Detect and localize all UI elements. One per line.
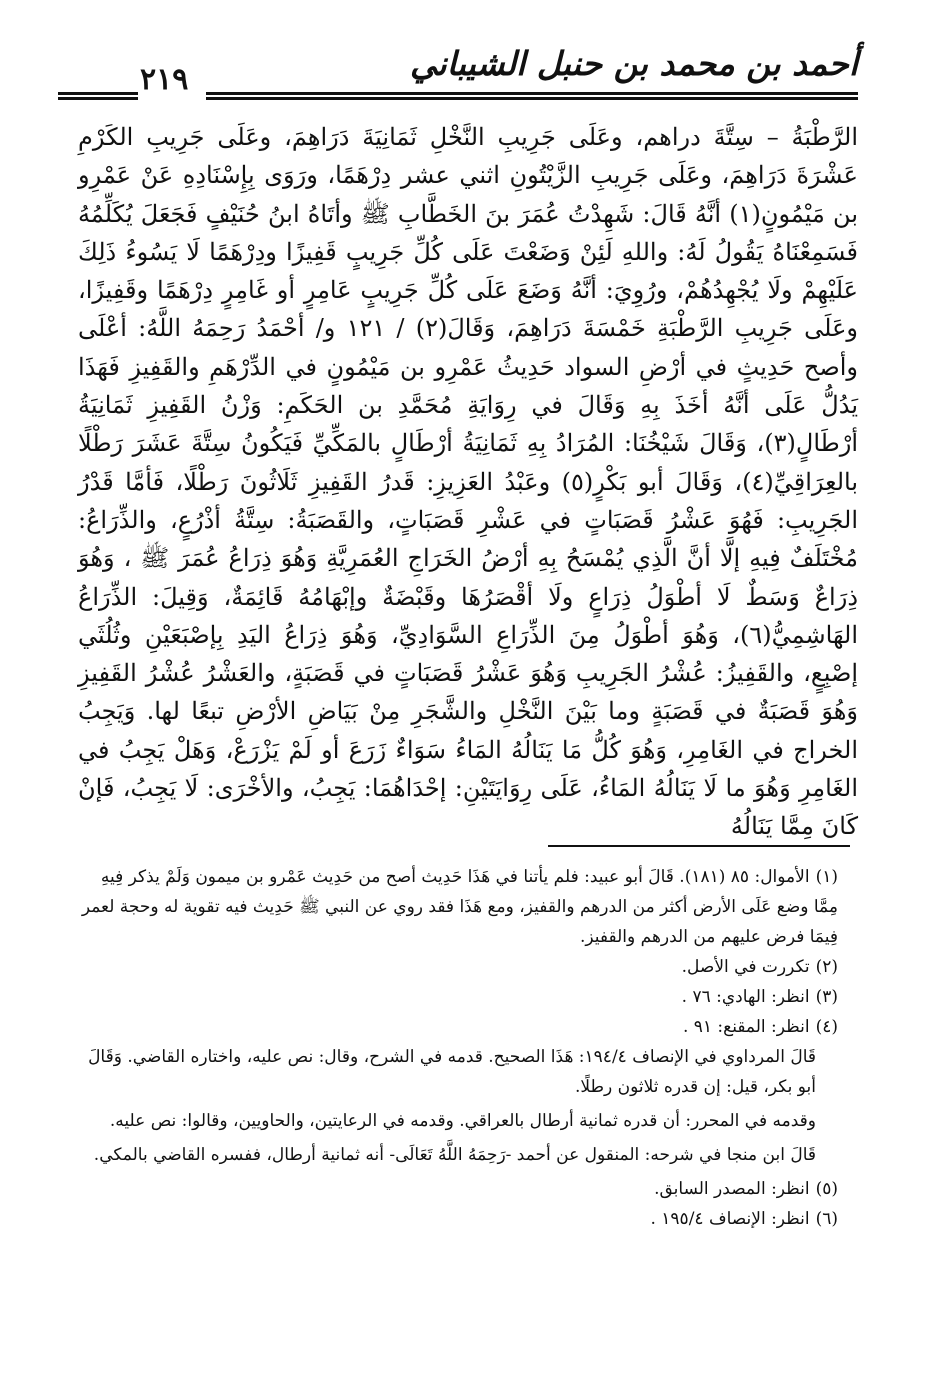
footnote-text: انظر: الهادي: ٧٦ . xyxy=(681,987,810,1007)
footnote-text: تكررت في الأصل. xyxy=(681,957,810,977)
running-header xyxy=(58,40,858,100)
header-rule-left xyxy=(58,92,138,106)
footnote-number: (٣) xyxy=(815,987,838,1007)
footnote-quote: قَالَ المرداوي في الإنصاف ١٩٤/٤: هَذَا الصحيح. قدمه في الشرح، وقال: نص عليه، واختاره القاضي. وَقَالَ أبو بكر، قيل: إن قدره ثلاثون رطلًا. xyxy=(88,1047,816,1097)
footnote-quote: وقدمه في المحرر: أن قدره ثمانية أرطال بالعراقي. وقدمه في الرعايتين، والحاويين، وقالوا: نص عليه. xyxy=(109,1111,816,1131)
footnote-6 xyxy=(78,1204,838,1234)
footnote-3 xyxy=(78,982,838,1012)
footnote-number: (١) xyxy=(815,867,838,887)
footnotes xyxy=(78,862,838,1234)
footnote-number: (٦) xyxy=(815,1209,838,1229)
footnote-text: انظر: الإنصاف ١٩٥/٤ . xyxy=(650,1209,810,1229)
footnote-number: (٥) xyxy=(815,1179,838,1199)
footnote-number: (٤) xyxy=(815,1017,838,1037)
footnote-4 xyxy=(78,1012,838,1170)
footnote-text: انظر: المصدر السابق. xyxy=(654,1179,810,1199)
header-rule-right xyxy=(206,92,858,106)
page-number: ٢١٩ xyxy=(140,62,189,97)
main-paragraph: الرَّطْبَةُ – سِتَّةَ دراهم، وعَلَى جَرِيبِ النَّخْلِ ثَمَانِيَةَ دَرَاهِمَ، وعَلَى جَرِيبِ الكَرْمِ عَشْرَةَ دَرَاهِمَ، وعَلَى جَرِيبِ الزَّيْتُونِ اثني عشر دِرْهَمًا، ورَوَى بِإِسْنَادِهِ عَنْ عَمْرِو بن مَيْمُونٍ(١) أنَّهُ قَالَ: شَهِدْتُ عُمَرَ بنَ الخَطَّابِ ﷺ وأتَاهُ ابنُ حُنَيْفٍ فَجَعَلَ يُكَلِّمُهُ فَسَمِعْنَاهُ يَقُولُ لَهُ: واللهِ لَئِنْ وَضَعْتَ عَلَى كُلِّ جَرِيبٍ قَفِيزًا ودِرْهَمًا لَا يَسُوءُ ذَلِكَ عَلَيْهِمْ ولَا يُجْهِدُهُمْ، ورُوِيَ: أنَّهُ وَضَعَ عَلَى كُلِّ جَرِيبٍ عَامِرٍ أو غَامِرٍ دِرْهَمًا وقَفِيزًا، وعَلَى جَرِيبِ الرَّطْبَةِ خَمْسَةَ دَرَاهِمَ، وَقَالَ(٢) / ١٢١ و/ أحْمَدُ رَحِمَهُ اللَّهُ: أعْلَى وأصح حَدِيثٍ في أرْضِ السواد حَدِيثُ عَمْرِو بن مَيْمُونٍ في الدِّرْهَمِ والقَفِيزِ فَهَذَا يَدُلُّ عَلَى أنَّهُ أخَذَ بِهِ وَقَالَ في رِوَايَةِ مُحَمَّدِ بن الحَكَمِ: وَزْنُ القَفِيزِ ثَمَانِيَةُ أرْطَالٍ(٣)، وَقَالَ شَيْخُنَا: المُرَادُ بِهِ ثَمَانِيَةُ أرْطَالٍ بالمَكِّيِّ فَيَكُونُ سِتَّةَ عَشَرَ رَطْلًا بالعِرَاقِيِّ(٤)، وَقَالَ أبو بَكْرٍ(٥) وعَبْدُ العَزِيزِ: قَدرُ القَفِيزِ ثَلَاثُونَ رَطْلًا، فَأمَّا قَدْرُ الجَرِيبِ: فَهُوَ عَشْرُ قَصَبَاتٍ في عَشْرِ قَصَبَاتٍ، والقَصَبَةُ: سِتَّةُ أذْرُعٍ، والذِّرَاعُ: مُخْتَلَفٌ فِيهِ إلَّا أنَّ الَّذِي يُمْسَحُ بِهِ أرْضُ الخَرَاجِ العُمَرِيَّةِ وَهُوَ ذِرَاعُ عُمَرَ ﷺ ، وَهُوَ ذِرَاعٌ وَسَطٌ لَا أطْوَلُ ذِرَاعٍ ولَا أقْصَرُهَا وقَبْضَةٌ وإبْهَامُهُ قَائِمَةٌ، وَقِيلَ: الذِّرَاعُ الهَاشِمِيُّ(٦)، وَهُوَ أطْوَلُ مِنَ الذِّرَاعِ السَّوَادِيِّ، وَهُوَ ذِرَاعُ اليَدِ بِإصْبَعَيْنِ وثُلُثَي إصْبِعٍ، والقَفِيزُ: عُشْرُ الجَرِيبِ وَهُوَ عَشْرُ قَصَبَاتٍ في قَصَبَةٍ، والعَشْرُ عُشْرُ القَفِيزِ وَهُوَ قَصَبَةٌ في قَصَبَةٍ وما بَيْنَ النَّخْلِ والشَّجَرِ مِنْ بَيَاضِ الأرْضِ تبعًا لها. وَيَجِبُ الخراج في الغَامِرِ، وَهُوَ كُلُّ مَا يَنَالُهُ المَاءُ سَوَاءٌ زَرَعَ أو لَمْ يَزْرَعْ، وَهَلْ يَجِبُ في الغَامِرِ وَهُوَ ما لَا يَنَالُهُ المَاءُ، عَلَى رِوَايَتَيْنِ: إحْدَاهُمَا: يَجِبُ، والأخْرَى: لَا يَجِبُ، فَإنْ كَانَ مِمَّا يَنَالُهُ xyxy=(78,123,859,841)
main-text xyxy=(78,118,858,846)
footnote-5 xyxy=(78,1174,838,1204)
footnote-1 xyxy=(78,862,838,952)
running-title: أحمد بن محمد بن حنبل الشيباني xyxy=(409,44,858,83)
footnote-text: الأموال: ٨٥ (١٨١). قَالَ أبو عبيد: فلم يأتنا في هَذَا حَدِيث أصح من حَدِيث عَمْرو بن ميمون وَلَمْ يذكر فِيهِ مِمَّا وضع عَلَى الأرض أكثر من الدرهم والقفيز، ومع هَذَا فقد روي عن النبي ﷺ حَدِيث فيه تقوية له وحجة لعمر فِيمَا فرض عليهم من الدرهم والقفيز. xyxy=(81,867,838,947)
footnote-number: (٢) xyxy=(815,957,838,977)
footnote-quote: قَالَ ابن منجا في شرحه: المنقول عن أحمد -رَحِمَهُ اللَّهُ تَعَالَى- أنه ثمانية أرطال، ففسره القاضي بالمكي. xyxy=(93,1145,816,1165)
footnote-separator xyxy=(548,845,850,847)
footnote-2 xyxy=(78,952,838,982)
footnote-text: انظر: المقنع: ٩١ . xyxy=(682,1017,810,1037)
